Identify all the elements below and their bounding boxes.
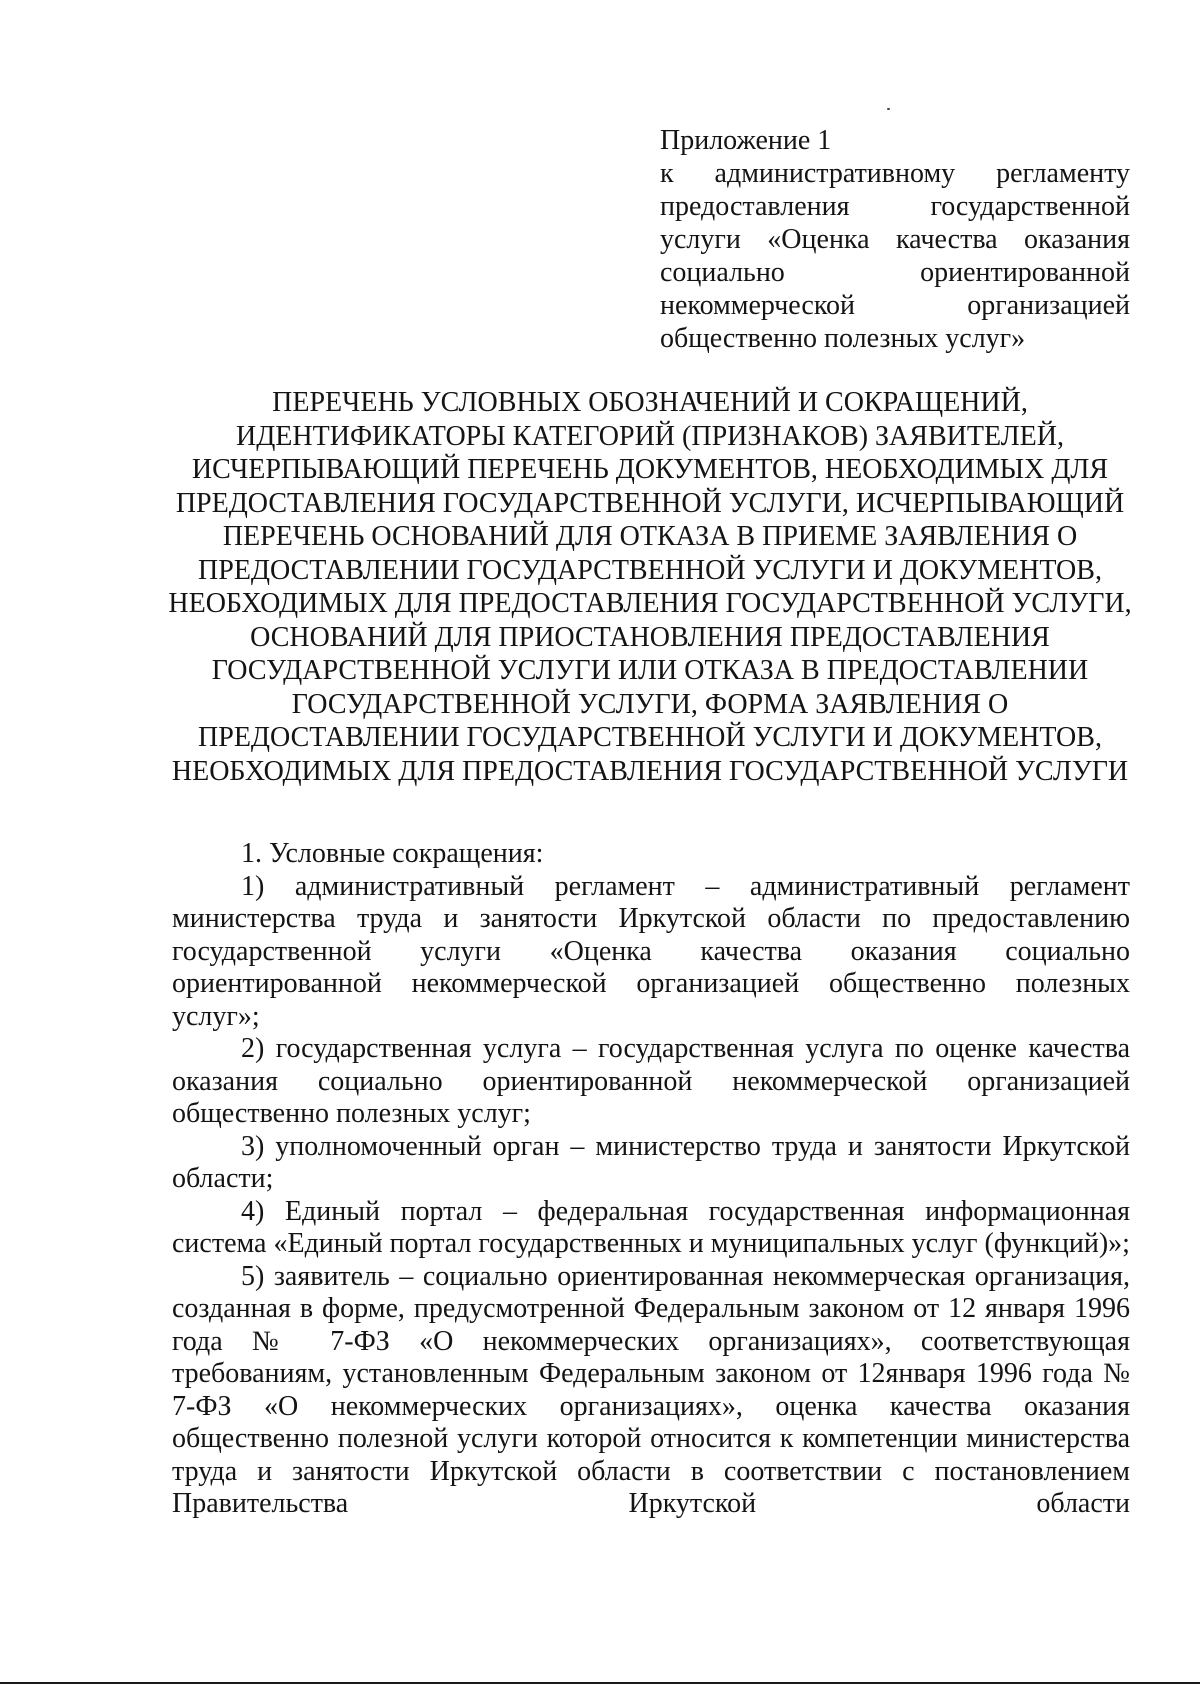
appendix-text: к административному регламенту предоставления государственной услуги «Оценка качества оказания социально ориентированной некоммерческой организацией общественно полезных услуг»	[660, 158, 1130, 354]
list-item: 1) административный регламент – административный регламент министерства труда и занятости Иркутской области по предоставлению государственной услуги «Оценка качества оказания социально ориентированной некоммерческой организацией общественно полезных услуг»;	[172, 870, 1130, 1032]
section-title: 1. Условные сокращения:	[241, 838, 544, 869]
appendix-block	[660, 124, 1130, 355]
bottom-rule	[0, 1682, 1200, 1684]
list-item: 4) Единый портал – федеральная государственная информационная система «Единый портал государственных и муниципальных услуг (функций)»;	[172, 1195, 1130, 1259]
list-item: 2) государственная услуга – государственная услуга по оценке качества оказания социально ориентированной некоммерческой организацией общественно полезных услуг;	[172, 1033, 1130, 1129]
list-item: 5) заявитель – социально ориентированная некоммерческая организация, созданная в форме, предусмотренной Федеральным законом от 12 января 1996 года № 7-ФЗ «О некоммерческих организациях», соответствующая требованиям, установленным Федеральным законом от 12января 1996 года № 7-ФЗ «О некоммерческих организациях», оценка качества оказания общественно полезной услуги которой относится к компетенции министерства труда и занятости Иркутской области в соответствии с постановлением Правительства Иркутской области	[172, 1260, 1130, 1519]
document-body	[172, 838, 1130, 1521]
document-heading: ПЕРЕЧЕНЬ УСЛОВНЫХ ОБОЗНАЧЕНИЙ И СОКРАЩЕНИЙ, ИДЕНТИФИКАТОРЫ КАТЕГОРИЙ (ПРИЗНАКОВ) ЗАЯВИТЕЛЕЙ, ИСЧЕРПЫВАЮЩИЙ ПЕРЕЧЕНЬ ДОКУМЕНТОВ, НЕОБХОДИМЫХ ДЛЯ ПРЕДОСТАВЛЕНИЯ ГОСУДАРСТВЕННОЙ УСЛУГИ, ИСЧЕРПЫВАЮЩИЙ ПЕРЕЧЕНЬ ОСНОВАНИЙ ДЛЯ ОТКАЗА В ПРИЕМЕ ЗАЯВЛЕНИЯ О ПРЕДОСТАВЛЕНИИ ГОСУДАРСТВЕННОЙ УСЛУГИ И ДОКУМЕНТОВ, НЕОБХОДИМЫХ ДЛЯ ПРЕДОСТАВЛЕНИЯ ГОСУДАРСТВЕННОЙ УСЛУГИ, ОСНОВАНИЙ ДЛЯ ПРИОСТАНОВЛЕНИЯ ПРЕДОСТАВЛЕНИЯ ГОСУДАРСТВЕННОЙ УСЛУГИ ИЛИ ОТКАЗА В ПРЕДОСТАВЛЕНИИ ГОСУДАРСТВЕННОЙ УСЛУГИ, ФОРМА ЗАЯВЛЕНИЯ О ПРЕДОСТАВЛЕНИИ ГОСУДАРСТВЕННОЙ УСЛУГИ И ДОКУМЕНТОВ, НЕОБХОДИМЫХ ДЛЯ ПРЕДОСТАВЛЕНИЯ ГОСУДАРСТВЕННОЙ УСЛУГИ	[168, 387, 1132, 787]
appendix-title: Приложение 1	[660, 125, 832, 156]
scan-speck	[887, 108, 890, 110]
list-item: 3) уполномоченный орган – министерство труда и занятости Иркутской области;	[172, 1130, 1130, 1194]
